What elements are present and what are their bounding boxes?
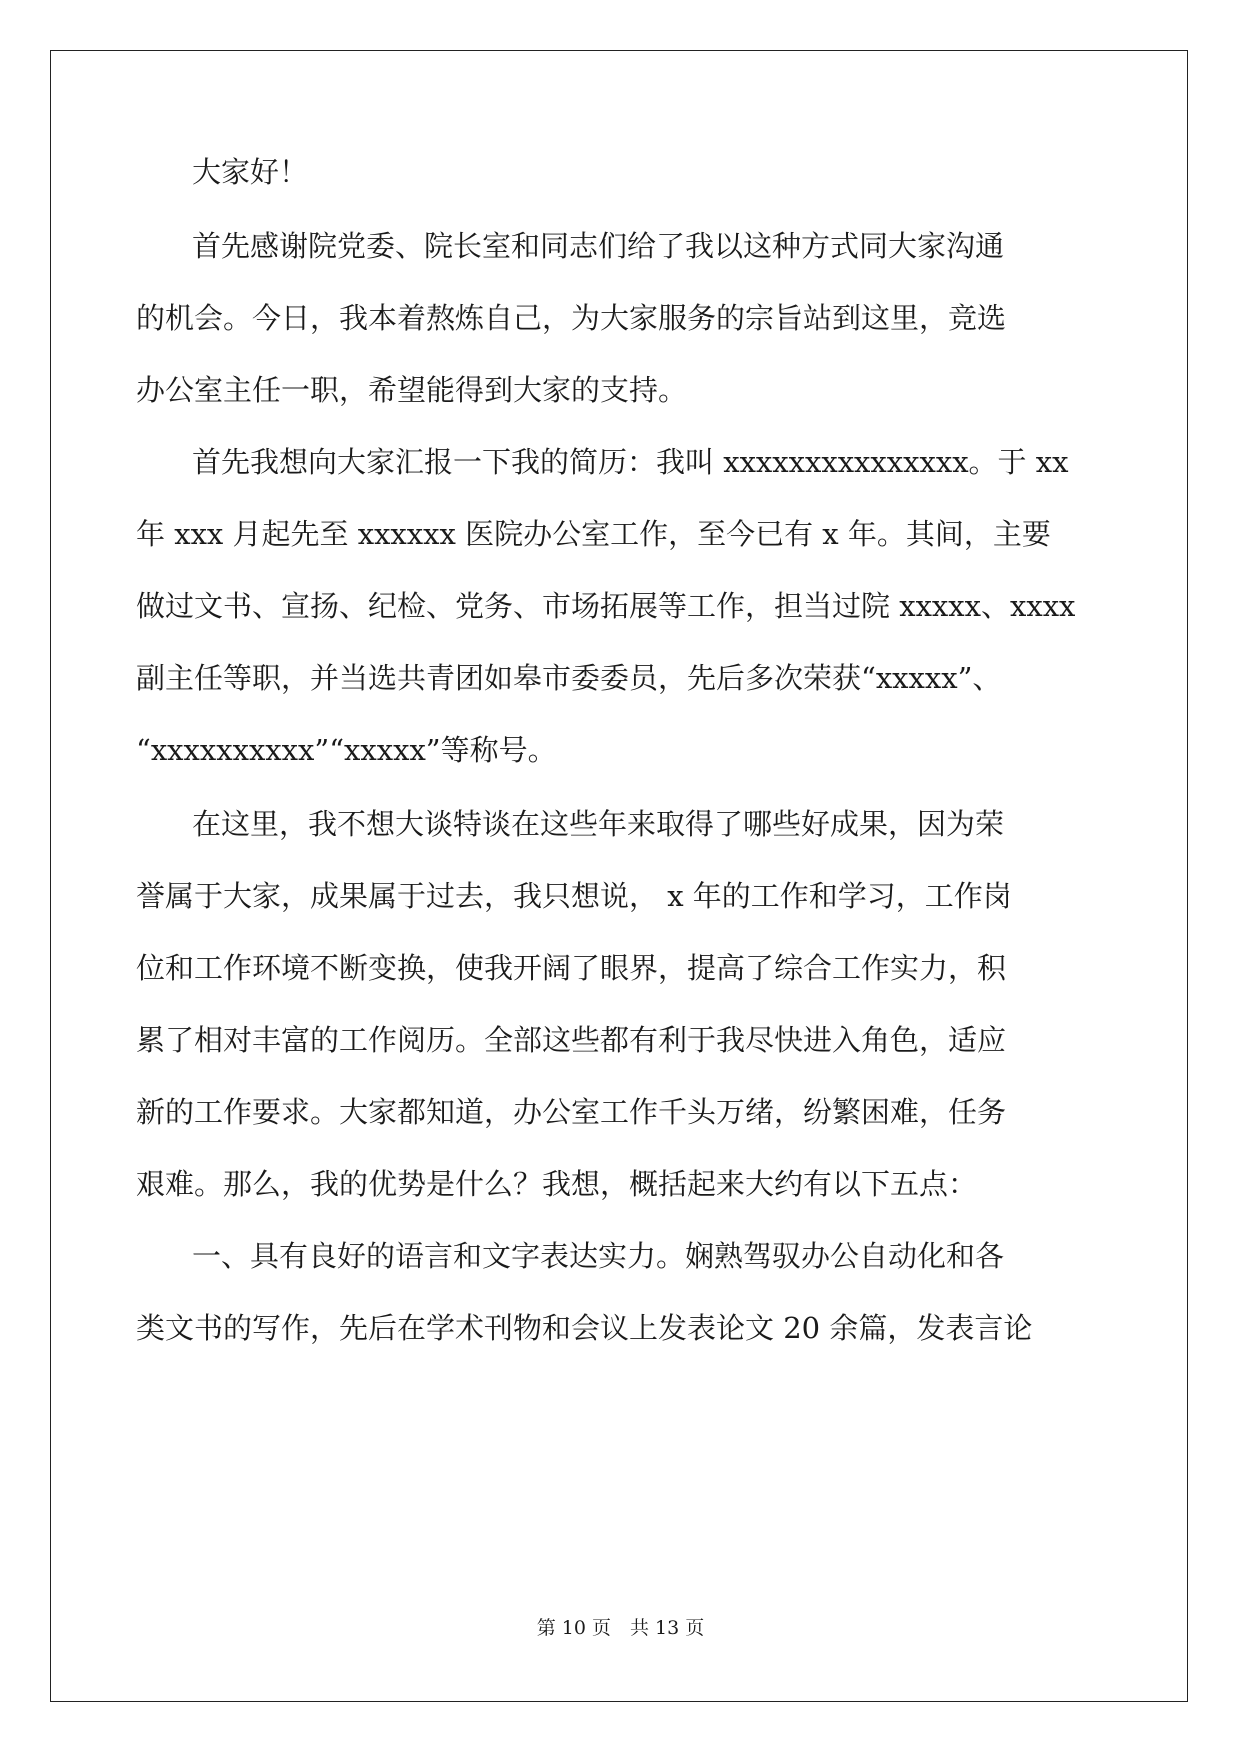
paragraph-line: 累了相对丰富的工作阅历。全部这些都有利于我尽快进入角色，适应 [136, 1023, 1007, 1057]
paragraph-line: 的机会。今日，我本着熬炼自己，为大家服务的宗旨站到这里，竞选 [136, 301, 1007, 335]
paragraph-line: 新的工作要求。大家都知道，办公室工作千头万绪，纷繁困难，任务 [136, 1095, 1007, 1129]
paragraph-line: 首先我想向大家汇报一下我的简历：我叫 xxxxxxxxxxxxxxx。于 xx [192, 445, 1069, 479]
page-number: 第 10 页 共 13 页 [536, 1617, 705, 1639]
paragraph-line: 副主任等职，并当选共青团如皋市委委员，先后多次荣获“xxxxx”、 [136, 661, 1002, 695]
paragraph-line: 位和工作环境不断变换，使我开阔了眼界，提高了综合工作实力，积 [136, 951, 1007, 985]
paragraph-line: 誉属于大家，成果属于过去，我只想说， x 年的工作和学习，工作岗 [136, 879, 1012, 913]
greeting-line: 大家好！ [192, 155, 309, 189]
paragraph-line: 类文书的写作，先后在学术刊物和会议上发表论文 20 余篇，发表言论 [136, 1311, 1033, 1345]
paragraph-line: 首先感谢院党委、院长室和同志们给了我以这种方式同大家沟通 [192, 229, 1005, 263]
paragraph-line: 在这里，我不想大谈特谈在这些年来取得了哪些好成果，因为荣 [192, 807, 1005, 841]
paragraph-line: 一、具有良好的语言和文字表达实力。娴熟驾驭办公自动化和各 [192, 1239, 1005, 1273]
paragraph-line: 做过文书、宣扬、纪检、党务、市场拓展等工作，担当过院 xxxxx、xxxx [136, 589, 1076, 623]
paragraph-line: 艰难。那么，我的优势是什么？我想，概括起来大约有以下五点： [136, 1167, 978, 1201]
paragraph-line: “xxxxxxxxxx”“xxxxx”等称号。 [136, 733, 557, 767]
paragraph-line: 办公室主任一职，希望能得到大家的支持。 [136, 373, 688, 407]
paragraph-line: 年 xxx 月起先至 xxxxxx 医院办公室工作，至今已有 x 年。其间，主要 [136, 517, 1051, 551]
